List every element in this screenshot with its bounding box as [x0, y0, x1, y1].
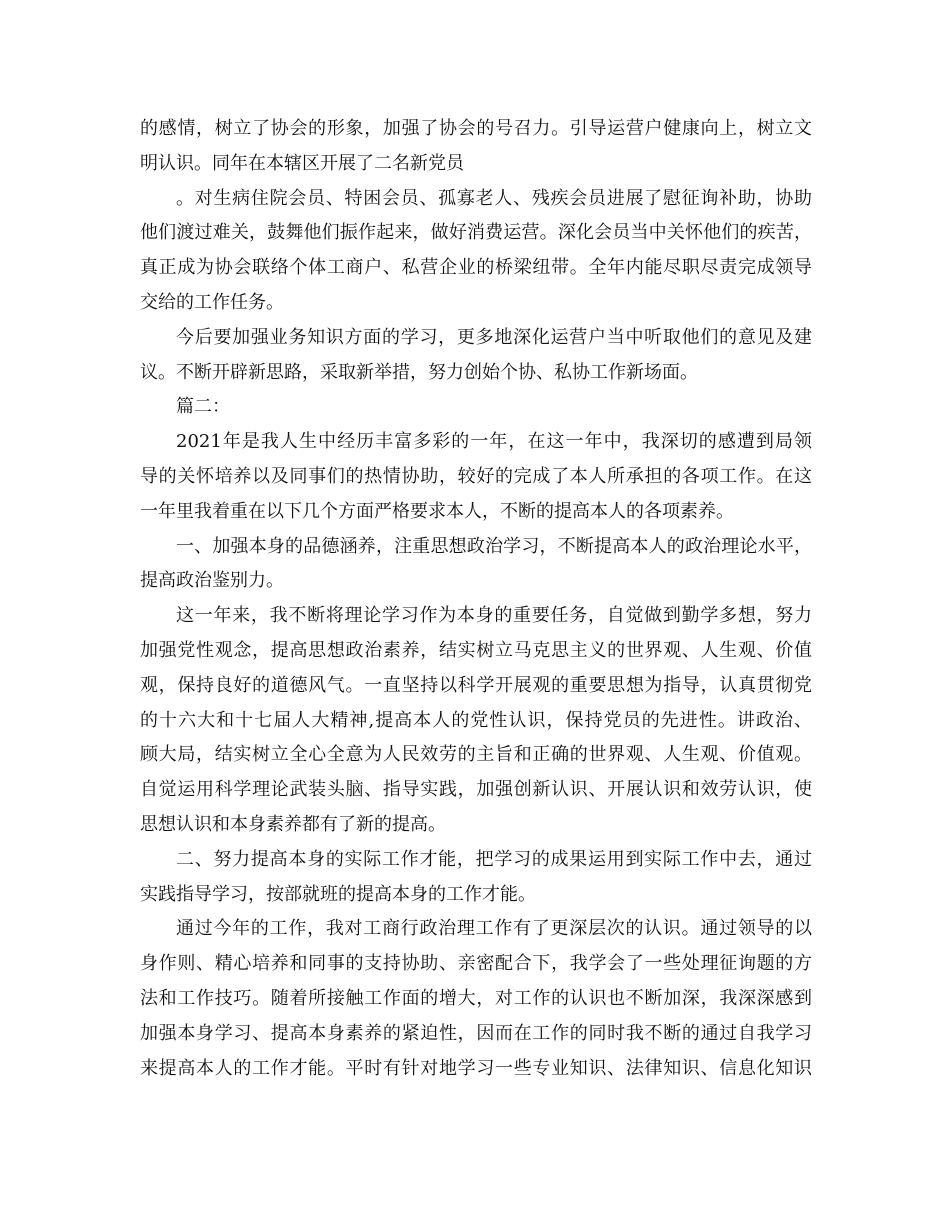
- text-line: 。对生病住院会员、特困会员、孤寡老人、残疾会员进展了慰征询补助，协助: [176, 187, 812, 209]
- text-line: 这一年来，我不断将理论学习作为本身的重要任务，自觉做到勤学多想，努力: [176, 605, 812, 627]
- text-line: 思想认识和本身素养都有了新的提高。: [140, 813, 446, 835]
- text-line: 一年里我着重在以下几个方面严格要求本人，不断的提高本人的各项素养。: [140, 500, 734, 522]
- text-line: 议。不断开辟新思路，采取新举措，努力创始个协、私协工作新场面。: [140, 361, 698, 383]
- text-line: 法和工作技巧。随着所接触工作面的增大，对工作的认识也不断加深，我深深感到: [140, 987, 812, 1009]
- text-line: 提高政治鉴别力。: [140, 570, 284, 592]
- text-line: 真正成为协会联络个体工商户、私营企业的桥梁纽带。全年内能尽职尽责完成领导: [140, 257, 812, 279]
- text-line: 通过今年的工作，我对工商行政治理工作有了更深层次的认识。通过领导的以: [176, 918, 812, 940]
- text-line: 交给的工作任务。: [140, 291, 284, 313]
- text-line: 二、努力提高本身的实际工作才能，把学习的成果运用到实际工作中去，通过: [176, 848, 812, 870]
- text-line: 顾大局，结实树立全心全意为人民效劳的主旨和正确的世界观、人生观、价值观。: [140, 744, 812, 766]
- document-body: [140, 112, 812, 1086]
- text-line: 一、加强本身的品德涵养，注重思想政治学习，不断提高本人的政治理论水平，: [176, 535, 812, 557]
- text-line: 观，保持良好的道德风气。一直坚持以科学开展观的重要思想为指导，认真贯彻党: [140, 674, 812, 696]
- section-heading: 篇二：: [176, 396, 230, 418]
- text-line: 明认识。同年在本辖区开展了二名新党员: [140, 152, 464, 174]
- text-line: 来提高本人的工作才能。平时有针对地学习一些专业知识、法律知识、信息化知识: [140, 1057, 812, 1079]
- text-line: 加强本身学习、提高本身素养的紧迫性，因而在工作的同时我不断的通过自我学习: [140, 1022, 812, 1044]
- text-line: 加强党性观念，提高思想政治素养，结实树立马克思主义的世界观、人生观、价值: [140, 639, 812, 661]
- text-line: 的感情，树立了协会的形象，加强了协会的号召力。引导运营户健康向上，树立文: [140, 118, 812, 139]
- text-line: 今后要加强业务知识方面的学习，更多地深化运营户当中听取他们的意见及建: [176, 326, 812, 348]
- text-line: 2021年是我人生中经历丰富多彩的一年，在这一年中，我深切的感遭到局领: [176, 431, 812, 453]
- text-line: 实践指导学习，按部就班的提高本身的工作才能。: [140, 883, 536, 905]
- text-line: 身作则、精心培养和同事的支持协助、亲密配合下，我学会了一些处理征询题的方: [140, 953, 812, 975]
- text-line: 自觉运用科学理论武装头脑、指导实践，加强创新认识、开展认识和效劳认识，使: [140, 779, 812, 801]
- text-line: 他们渡过难关，鼓舞他们振作起来，做好消费运营。深化会员当中关怀他们的疾苦，: [140, 222, 812, 244]
- text-line: 的十六大和十七届人大精神,提高本人的党性认识，保持党员的先进性。讲政治、: [140, 709, 812, 731]
- text-line: 导的关怀培养以及同事们的热情协助，较好的完成了本人所承担的各项工作。在这: [140, 465, 812, 487]
